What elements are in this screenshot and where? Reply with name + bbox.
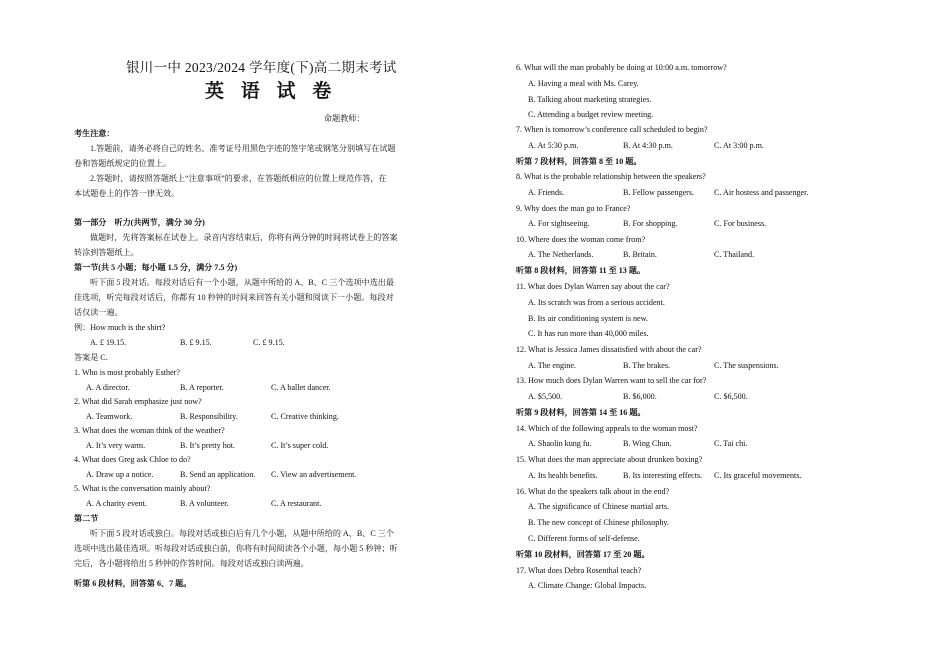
q10-option-b: B. Britain. [623, 250, 657, 259]
q8-option-b: B. Fellow passengers. [623, 188, 695, 197]
q8-option-c: C. Air hostess and passenger. [714, 188, 809, 197]
q1-option-c: C. A ballet dancer. [271, 383, 331, 392]
q3-option-a: A. It’s very warm. [86, 441, 146, 450]
q6-option-b: B. Talking about marketing strategies. [528, 95, 652, 104]
notice-heading: 考生注意： [74, 129, 115, 138]
question-9: 9. Why does the man go to France? [516, 204, 631, 213]
question-6: 6. What will the man probably be doing at 10:00 a.m. tomorrow? [516, 63, 727, 72]
question-17: 17. What does Debra Rosenthal teach? [516, 566, 642, 575]
section1-intro-c: 话仅读一遍。 [74, 308, 123, 317]
q12-option-a: A. The engine. [528, 361, 576, 370]
part1-intro-a: 做题时，先将答案标在试卷上。录音内容结束后，你将有两分钟的时间将试卷上的答案 [90, 233, 398, 242]
notice-2b: 本试题卷上的作答一律无效。 [74, 189, 180, 198]
q3-option-c: C. It’s super cold. [271, 441, 329, 450]
q13-option-c: C. $6,500. [714, 392, 748, 401]
example-answer: 答案是 C. [74, 353, 108, 362]
q5-option-a: A. A charity event. [86, 499, 147, 508]
section1-heading: 第一节(共 5 小题；每小题 1.5 分，满分 7.5 分) [74, 263, 238, 272]
q9-option-c: C. For business. [714, 219, 767, 228]
exam-title: 银川一中 2023/2024 学年度(下)高二期末考试 [126, 60, 397, 75]
material-9-heading: 听第 9 段材料，回答第 14 至 16 题。 [516, 408, 646, 417]
question-5: 5. What is the conversation mainly about? [74, 484, 211, 493]
notice-2a: 2.答题时，请按照答题纸上“注意事项”的要求，在答题纸相应的位置上规范作答，在 [90, 174, 387, 183]
question-11: 11. What does Dylan Warren say about the car? [516, 282, 670, 291]
material-7-heading: 听第 7 段材料，回答第 8 至 10 题。 [516, 157, 642, 166]
q7-option-a: A. At 5:30 p.m. [528, 141, 579, 150]
q15-option-b: B. Its interesting effects. [623, 471, 703, 480]
material-10-heading: 听第 10 段材料，回答第 17 至 20 题。 [516, 550, 650, 559]
q11-option-b: B. Its air conditioning system is new. [528, 314, 648, 323]
q1-option-b: B. A reporter. [180, 383, 224, 392]
q16-option-b: B. The new concept of Chinese philosophy. [528, 518, 669, 527]
question-15: 15. What does the man appreciate about drunken boxing? [516, 455, 703, 464]
q6-option-c: C. Attending a budget review meeting. [528, 110, 654, 119]
example-question: 例：How much is the shirt? [74, 323, 166, 332]
q9-option-a: A. For sightseeing. [528, 219, 590, 228]
q2-option-b: B. Responsibility. [180, 412, 238, 421]
notice-1a: 1.答题前，请务必将自己的姓名、准考证号用黑色字迹的签字笔或钢笔分别填写在试题 [90, 144, 396, 153]
question-3: 3. What does the woman think of the weather? [74, 426, 225, 435]
q5-option-b: B. A volunteer. [180, 499, 229, 508]
part1-heading: 第一部分 听力(共两节，满分 30 分) [74, 218, 205, 227]
example-option-a: A. £ 19.15. [90, 338, 127, 347]
q17-option-a: A. Climate Change: Global Impacts. [528, 581, 647, 590]
section2-intro-a: 听下面 5 段对话或独白。每段对话或独白后有几个小题，从题中所给的 A、B、C 三个 [90, 529, 394, 538]
q7-option-b: B. At 4:30 p.m. [623, 141, 673, 150]
q14-option-a: A. Shaolin kung fu. [528, 439, 592, 448]
question-10: 10. Where does the woman come from? [516, 235, 646, 244]
section1-intro-b: 佳选项，听完每段对话后，你都有 10 秒钟的时间来回答有关小题和阅读下一小题。每段对 [74, 293, 394, 302]
q11-option-c: C. It has run more than 40,000 miles. [528, 329, 649, 338]
question-7: 7. When is tomorrow’s conference call scheduled to begin? [516, 125, 708, 134]
q6-option-a: A. Having a meal with Ms. Carey. [528, 79, 639, 88]
question-12: 12. What is Jessica James dissatisfied with about the car? [516, 345, 702, 354]
q5-option-c: C. A restaurant. [271, 499, 322, 508]
question-1: 1. Who is most probably Esther? [74, 368, 180, 377]
q7-option-c: C. At 3:00 p.m. [714, 141, 764, 150]
question-13: 13. How much does Dylan Warren want to sell the car for? [516, 376, 707, 385]
example-option-c: C. £ 9.15. [253, 338, 285, 347]
q11-option-a: A. Its scratch was from a serious accident. [528, 298, 665, 307]
q14-option-c: C. Tai chi. [714, 439, 748, 448]
question-8: 8. What is the probable relationship between the speakers? [516, 172, 706, 181]
question-2: 2. What did Sarah emphasize just now? [74, 397, 202, 406]
part1-intro-b: 转涂到答题纸上。 [74, 248, 139, 257]
q12-option-c: C. The suspensions. [714, 361, 779, 370]
example-option-b: B. £ 9.15. [180, 338, 212, 347]
q4-option-a: A. Draw up a notice. [86, 470, 154, 479]
q13-option-b: B. $6,000. [623, 392, 657, 401]
q2-option-c: C. Creative thinking. [271, 412, 339, 421]
question-4: 4. What does Greg ask Chloe to do? [74, 455, 191, 464]
q15-option-c: C. Its graceful movements. [714, 471, 802, 480]
q4-option-b: B. Send an application. [180, 470, 256, 479]
q10-option-a: A. The Netherlands. [528, 250, 594, 259]
q8-option-a: A. Friends. [528, 188, 565, 197]
material-8-heading: 听第 8 段材料，回答第 11 至 13 题。 [516, 266, 646, 275]
q13-option-a: A. $5,500. [528, 392, 563, 401]
notice-1b: 卷和答题纸规定的位置上。 [74, 159, 172, 168]
q1-option-a: A. A director. [86, 383, 130, 392]
q4-option-c: C. View an advertisement. [271, 470, 357, 479]
question-16: 16. What do the speakers talk about in the end? [516, 487, 670, 496]
author-label: 命题教师： [324, 114, 365, 123]
material-6-heading: 听第 6 段材料，回答第 6、7 题。 [74, 579, 192, 588]
exam-subtitle: 英 语 试 卷 [205, 81, 338, 102]
q2-option-a: A. Teamwork. [86, 412, 133, 421]
section2-heading: 第二节 [74, 514, 99, 523]
q10-option-c: C. Thailand. [714, 250, 755, 259]
q16-option-a: A. The significance of Chinese martial arts. [528, 502, 669, 511]
q3-option-b: B. It’s pretty hot. [180, 441, 236, 450]
q12-option-b: B. The brakes. [623, 361, 671, 370]
section2-intro-b: 选项中选出最佳选项。听每段对话或独白前，你将有时间阅读各个小题，每小题 5 秒钟；听 [74, 544, 398, 553]
q16-option-c: C. Different forms of self-defense. [528, 534, 640, 543]
q14-option-b: B. Wing Chun. [623, 439, 672, 448]
q9-option-b: B. For shopping. [623, 219, 678, 228]
q15-option-a: A. Its health benefits. [528, 471, 598, 480]
section1-intro-a: 听下面 5 段对话。每段对话后有一个小题，从题中所给的 A、B、C 三个选项中选出最 [90, 278, 394, 287]
section2-intro-c: 完后，各小题将给出 5 秒钟的作答时间。每段对话或独白读两遍。 [74, 559, 309, 568]
question-14: 14. Which of the following appeals to the woman most? [516, 424, 698, 433]
